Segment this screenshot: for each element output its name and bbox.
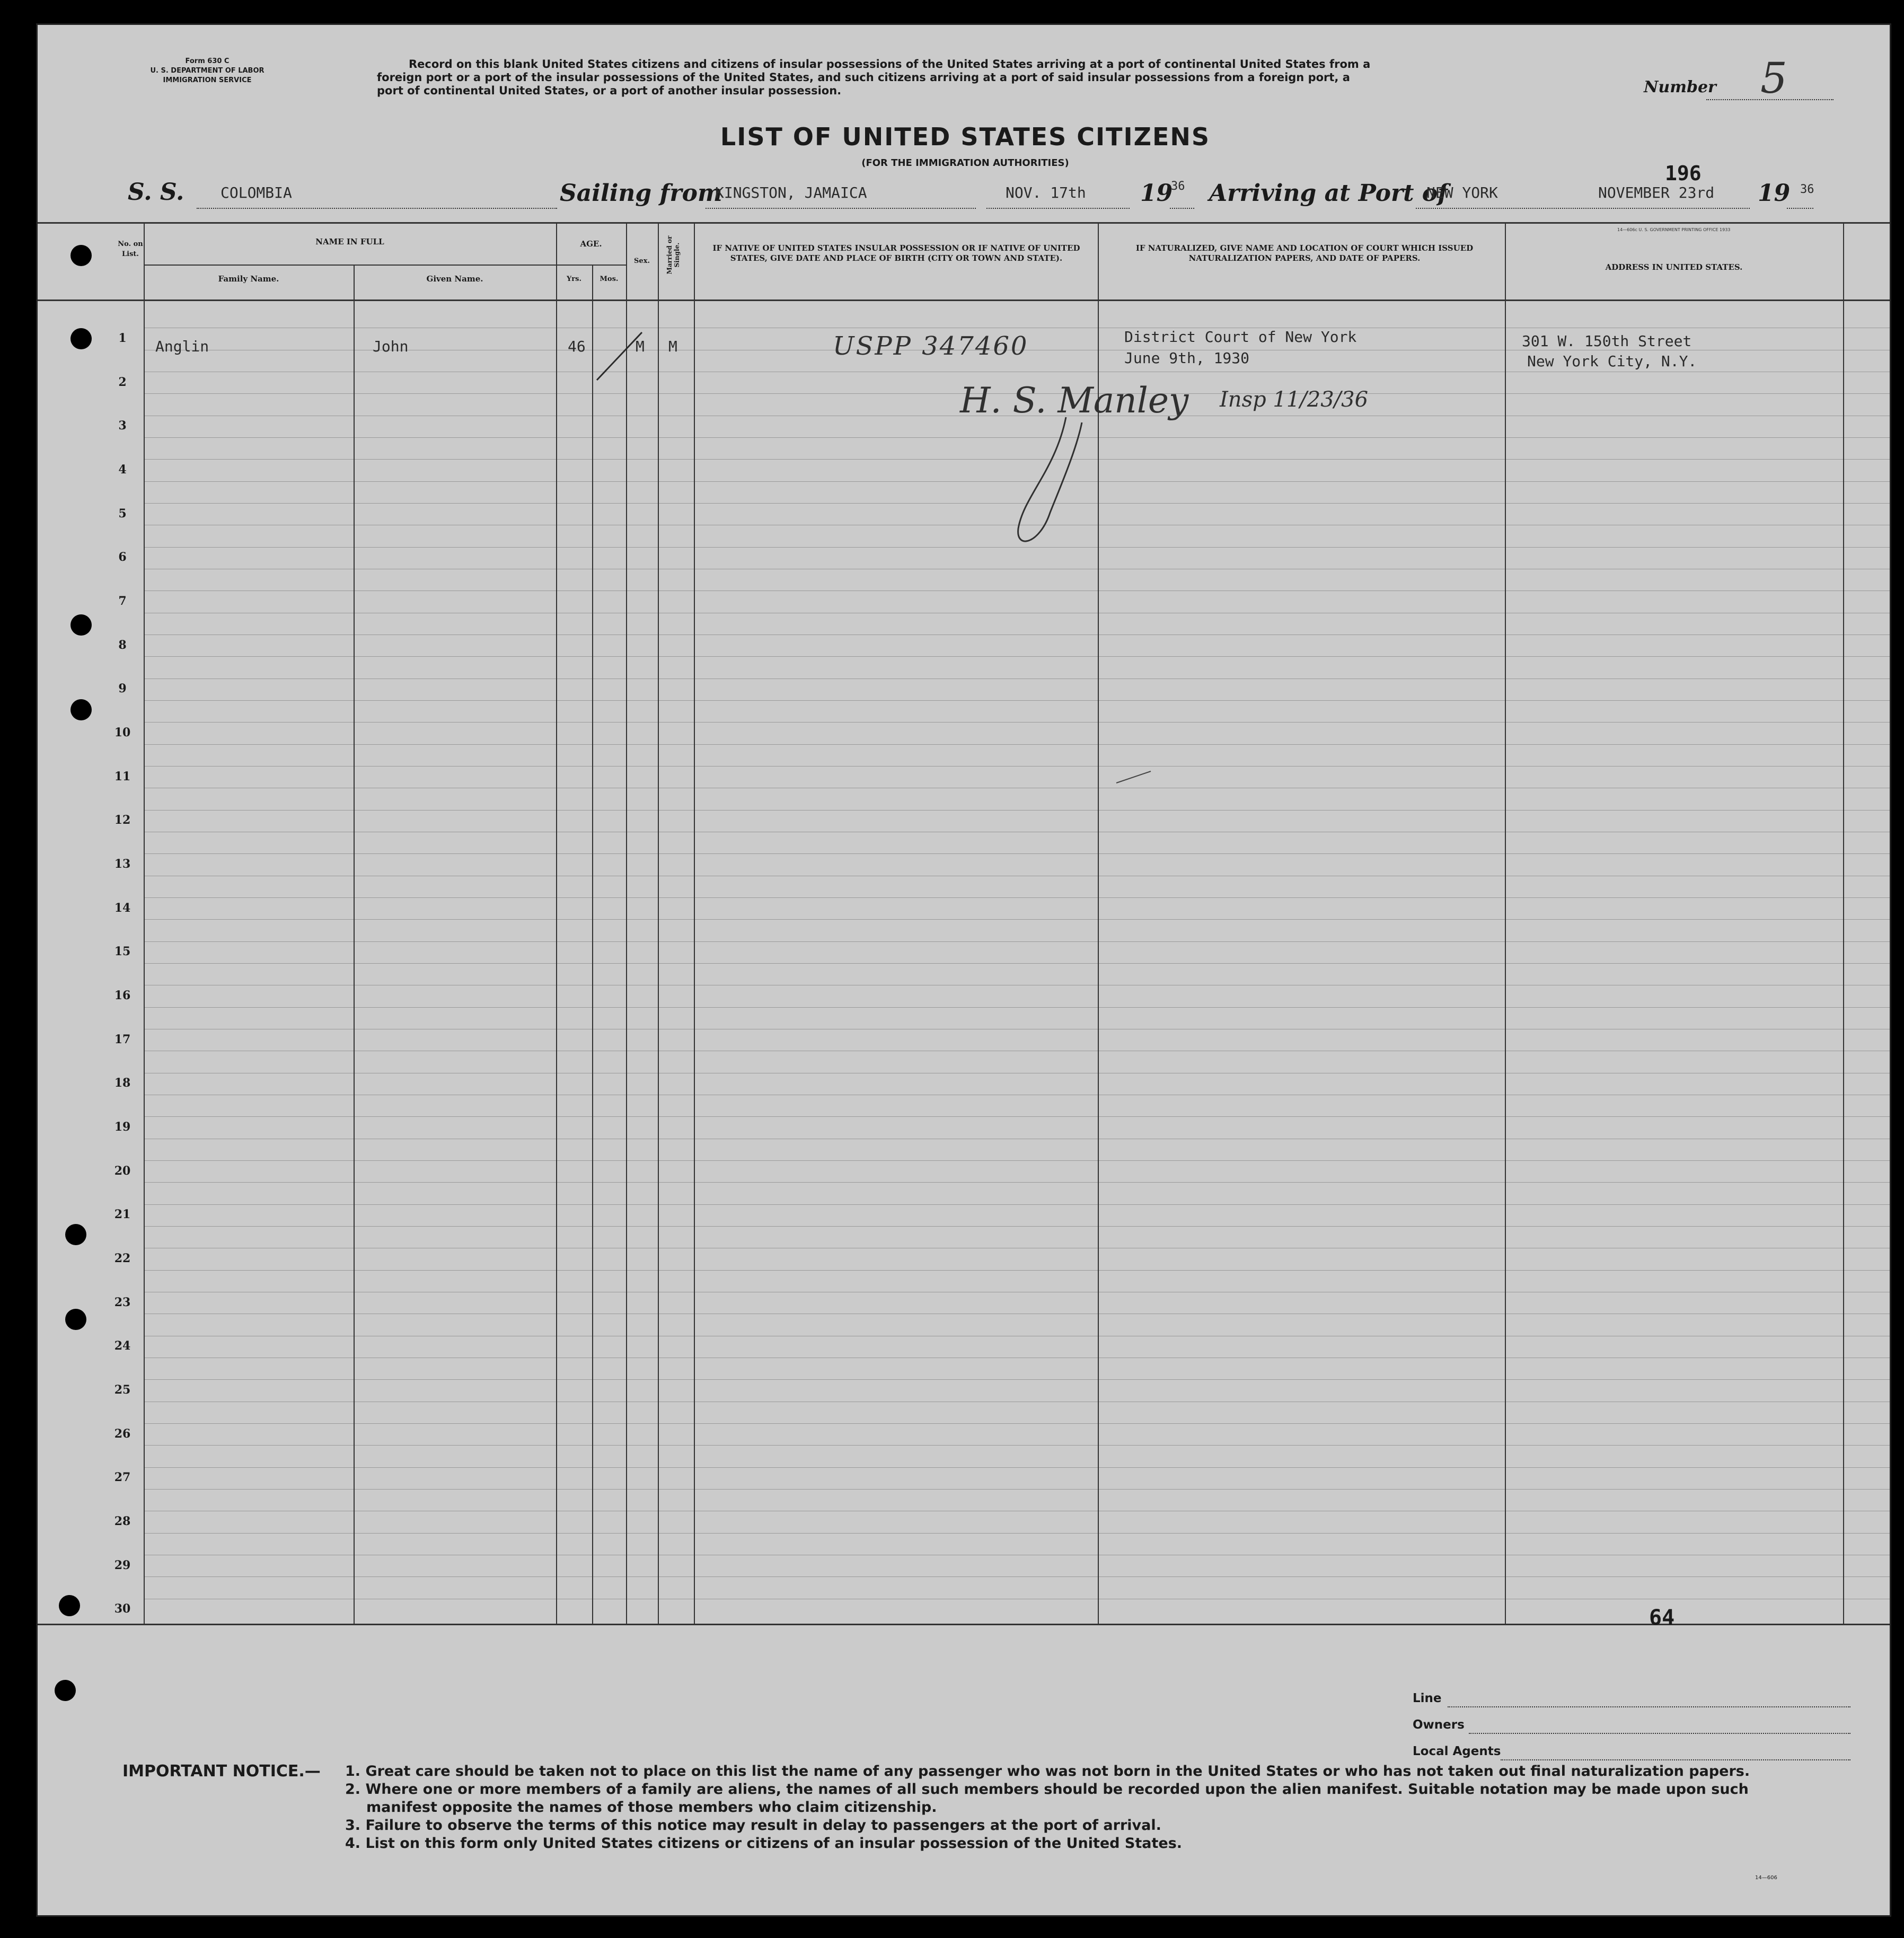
name-age-sub-divider xyxy=(144,265,626,266)
page-stamp: 196 xyxy=(1665,162,1702,185)
ruled-line xyxy=(144,1226,1891,1227)
col-divider xyxy=(1843,222,1844,1624)
record-note-line: Record on this blank United States citizens and citizens of insular possessions of the United States arriving at a port of continental United States from a xyxy=(409,58,1371,71)
ship-line xyxy=(197,208,557,209)
row-number: 15 xyxy=(114,945,131,958)
row-number: 24 xyxy=(114,1339,131,1353)
col-divider xyxy=(354,265,355,1624)
entry-age-yrs: 46 xyxy=(568,338,586,355)
ruled-line xyxy=(144,1489,1891,1490)
row-number: 1 xyxy=(118,331,127,345)
punch-hole xyxy=(70,328,92,349)
entry-married: M xyxy=(668,338,677,355)
ruled-line xyxy=(144,1533,1891,1534)
row-number: 26 xyxy=(114,1427,131,1441)
notice-item: manifest opposite the names of those members who claim citizenship. xyxy=(366,1799,937,1816)
ruled-line xyxy=(144,656,1891,657)
printer-mark: 14—606c U. S. GOVERNMENT PRINTING OFFICE 1933 xyxy=(1617,227,1731,232)
row-number: 7 xyxy=(118,594,127,608)
arrival-line xyxy=(1416,208,1750,209)
owners-field xyxy=(1469,1733,1850,1734)
notice-heading: IMPORTANT NOTICE.— xyxy=(122,1762,321,1781)
entry-court: District Court of New York xyxy=(1124,328,1357,346)
row-number: 22 xyxy=(114,1252,131,1265)
page-number: 64 xyxy=(1649,1606,1675,1630)
notice-item: 1. Great care should be taken not to place on this list the name of any passenger who was not born in the United States or who has not taken out final naturalization papers. xyxy=(345,1763,1750,1780)
row-number: 11 xyxy=(114,770,131,783)
row-number: 10 xyxy=(114,726,131,739)
row-number: 29 xyxy=(114,1558,131,1572)
row-number: 8 xyxy=(118,638,127,652)
row-number: 23 xyxy=(114,1296,131,1309)
col-divider xyxy=(626,222,627,1624)
row-number: 30 xyxy=(114,1602,131,1616)
header-given-name: Given Name. xyxy=(426,274,483,284)
sail-date-line xyxy=(986,208,1130,209)
ruled-line xyxy=(144,963,1891,964)
col-divider xyxy=(694,222,695,1624)
sail-year-prefix: 19 xyxy=(1140,180,1173,207)
notice-item: 2. Where one or more members of a family are aliens, the names of all such members should be recorded upon the alien manifest. Suitable notation may be made upon such xyxy=(345,1781,1749,1798)
ruled-line xyxy=(144,744,1891,745)
punch-hole xyxy=(59,1595,80,1616)
row-number: 16 xyxy=(114,989,131,1002)
age-slash-mark xyxy=(589,322,653,385)
row-number: 28 xyxy=(114,1514,131,1528)
manifest-sheet xyxy=(36,23,1891,1917)
local-agents-field xyxy=(1501,1759,1850,1760)
punch-hole xyxy=(65,1224,86,1245)
number-value: 5 xyxy=(1760,54,1787,103)
header-age: AGE. xyxy=(580,239,602,249)
header-yrs: Yrs. xyxy=(567,275,581,283)
ss-label: S. S. xyxy=(128,179,184,206)
row-number: 3 xyxy=(118,419,127,433)
department-name: U. S. DEPARTMENT OF LABOR xyxy=(150,67,265,75)
row-number: 9 xyxy=(118,682,127,695)
ruled-line xyxy=(144,1160,1891,1161)
sail-year: 36 xyxy=(1171,180,1185,193)
row-number: 13 xyxy=(114,857,131,871)
ruled-line xyxy=(144,853,1891,854)
ruled-line xyxy=(144,1204,1891,1205)
form-id-block xyxy=(122,57,292,85)
entry-papers-date: June 9th, 1930 xyxy=(1124,349,1250,367)
row-number: 14 xyxy=(114,901,131,915)
page-subtitle: (FOR THE IMMIGRATION AUTHORITIES) xyxy=(861,157,1069,169)
punch-hole xyxy=(70,699,92,720)
row-number: 27 xyxy=(114,1470,131,1484)
sailing-line xyxy=(706,208,976,209)
ruled-line xyxy=(144,919,1891,920)
ruled-line xyxy=(144,722,1891,723)
arrival-year-prefix: 19 xyxy=(1758,180,1791,207)
col-divider xyxy=(144,222,145,1624)
header-naturalized: IF NATURALIZED, GIVE NAME AND LOCATION OF COURT WHICH ISSUED NATURALIZATION PAPERS, AND DATE OF PAPERS. xyxy=(1135,243,1474,263)
punch-hole xyxy=(55,1680,76,1701)
ruled-line xyxy=(144,1445,1891,1446)
header-name-in-full: NAME IN FULL xyxy=(315,237,384,246)
number-label: Number xyxy=(1644,78,1716,96)
row-number: 17 xyxy=(114,1033,131,1046)
table-header-border xyxy=(38,299,1891,301)
arriving-label: Arriving at Port of xyxy=(1209,180,1448,207)
form-number: Form 630 C xyxy=(185,57,230,65)
ruled-line xyxy=(144,700,1891,701)
header-birth: IF NATIVE OF UNITED STATES INSULAR POSSESSION OR IF NATIVE OF UNITED STATES, GIVE DATE AND PLACE OF BIRTH (CITY OR TOWN AND STATE). xyxy=(712,243,1080,263)
header-sex: Sex. xyxy=(634,257,650,265)
col-divider xyxy=(592,265,593,1624)
line-label: Line xyxy=(1413,1692,1442,1705)
header-no: No. on List. xyxy=(118,240,143,258)
arrival-port: NEW YORK xyxy=(1426,184,1498,201)
row-number: 25 xyxy=(114,1383,131,1397)
col-divider xyxy=(556,222,557,1624)
record-note-line: foreign port or a port of the insular possessions of the United States, and such citizens arriving at a port of said insular possessions from a foreign port, a xyxy=(377,71,1350,84)
ruled-line xyxy=(144,1182,1891,1183)
notice-item: 3. Failure to observe the terms of this notice may result in delay to passengers at the port of arrival. xyxy=(345,1817,1161,1834)
punch-hole xyxy=(70,245,92,266)
record-note-line: port of continental United States, or a port of another insular possession. xyxy=(377,84,842,97)
ruled-line xyxy=(144,1467,1891,1468)
page-title: LIST OF UNITED STATES CITIZENS xyxy=(720,122,1211,151)
notice-body xyxy=(345,1763,1872,1853)
entry-given-name: John xyxy=(373,338,409,355)
stray-mark xyxy=(1114,767,1156,788)
table-top-border xyxy=(38,222,1891,224)
ruled-line xyxy=(144,941,1891,942)
notice-item: 4. List on this form only United States citizens or citizens of an insular possession of the United States. xyxy=(345,1835,1183,1852)
entry-address-line-1: 301 W. 150th Street xyxy=(1522,332,1692,350)
row-number: 12 xyxy=(114,813,131,827)
sailing-from: KINGSTON, JAMAICA xyxy=(715,184,867,201)
row-number: 4 xyxy=(118,463,127,477)
col-divider xyxy=(1505,222,1506,1624)
row-number: 5 xyxy=(118,507,127,521)
entry-family-name: Anglin xyxy=(155,338,209,355)
header-family-name: Family Name. xyxy=(218,274,279,284)
service-name: IMMIGRATION SERVICE xyxy=(163,76,252,84)
line-field xyxy=(1448,1706,1850,1707)
footer-code: 14—606 xyxy=(1755,1875,1777,1881)
ruled-line xyxy=(144,1007,1891,1008)
local-agents-label: Local Agents xyxy=(1413,1745,1501,1758)
inspector-signature-note: Insp 11/23/36 xyxy=(1220,387,1369,412)
col-divider xyxy=(1098,222,1099,1624)
signature-flourish xyxy=(1002,407,1098,566)
ruled-line xyxy=(144,766,1891,767)
ship-name: COLOMBIA xyxy=(221,184,292,201)
ruled-line xyxy=(144,1270,1891,1271)
ruled-line xyxy=(144,810,1891,811)
row-number: 20 xyxy=(114,1164,131,1178)
arrival-year: 36 xyxy=(1800,183,1814,196)
ruled-line xyxy=(144,1379,1891,1380)
entry-sex: M xyxy=(636,338,645,355)
table-bottom-border xyxy=(38,1624,1891,1625)
sailing-label: Sailing from xyxy=(560,180,722,207)
row-number: 19 xyxy=(114,1120,131,1134)
inspector-signature: H. S. Manley xyxy=(960,380,1189,421)
row-number: 18 xyxy=(114,1076,131,1090)
ruled-line xyxy=(144,1116,1891,1117)
passport-note: USPP 347460 xyxy=(833,331,1029,361)
row-number: 2 xyxy=(118,375,127,389)
header-address: ADDRESS IN UNITED STATES. xyxy=(1605,262,1743,272)
ruled-line xyxy=(144,1423,1891,1424)
record-instructions xyxy=(377,58,1596,98)
arrival-date: NOVEMBER 23rd xyxy=(1598,184,1715,201)
punch-hole xyxy=(65,1309,86,1330)
row-number: 6 xyxy=(118,550,127,564)
sail-year-line xyxy=(1170,208,1194,209)
header-married: Married or Single. xyxy=(666,235,681,275)
ruled-line xyxy=(144,1576,1891,1577)
header-mos: Mos. xyxy=(600,275,619,283)
arrival-year-line xyxy=(1787,208,1813,209)
sail-date: NOV. 17th xyxy=(1006,184,1086,201)
entry-address-line-2: New York City, N.Y. xyxy=(1527,353,1697,370)
owners-label: Owners xyxy=(1413,1718,1465,1732)
punch-hole xyxy=(70,614,92,636)
col-divider xyxy=(658,222,659,1624)
ruled-line xyxy=(144,897,1891,898)
row-number: 21 xyxy=(114,1208,131,1221)
